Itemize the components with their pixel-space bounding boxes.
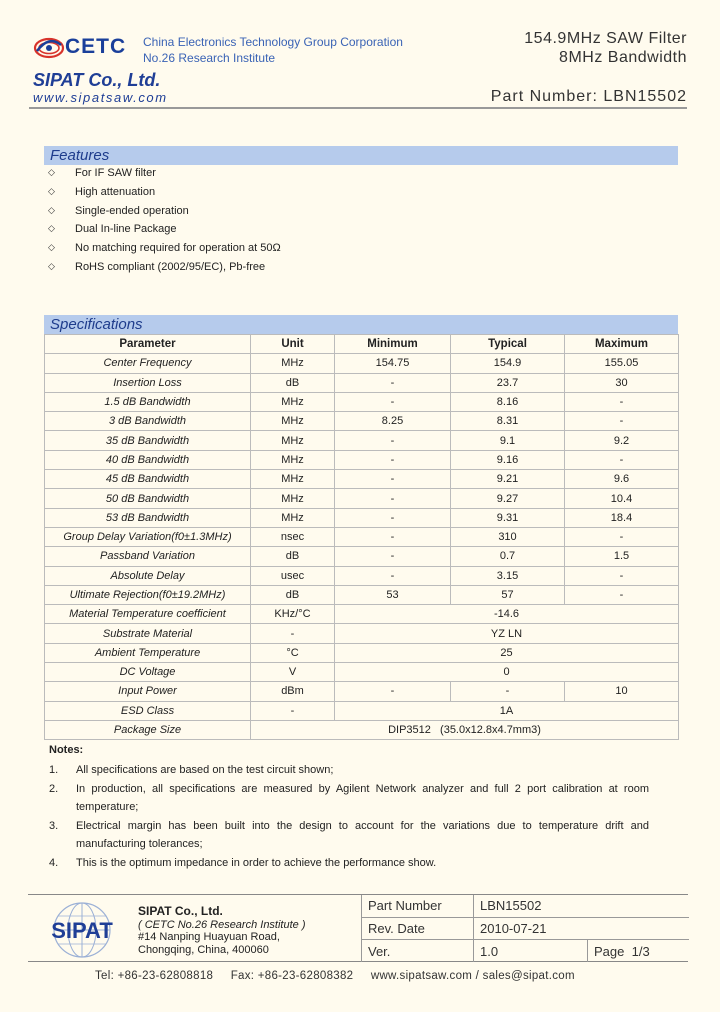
note-item: 1. All specifications are based on the test circuit shown; [49,764,334,776]
page-label: Page [594,943,625,959]
document-info-table [361,895,689,962]
notes-title: Notes: [49,744,84,756]
footer-address-line2: Chongqing, China, 400060 [138,944,269,956]
footer-address-line1: #14 Nanping Huayuan Road, [138,931,280,943]
table-row: 35 dB Bandwidth MHz - 9.1 9.2 [45,431,679,450]
table-header-row [45,335,679,354]
table-row [362,917,689,939]
column-header: Parameter [45,335,251,354]
page-value: 1/3 [631,943,650,959]
footer [28,894,688,962]
table-row: Substrate Material - YZ LN [45,624,679,643]
table-row: Ultimate Rejection(f0±19.2MHz) dB 53 57 - [45,585,679,604]
footer-company: SIPAT Co., Ltd. [138,904,223,918]
diamond-bullet-icon: ◇ [48,242,55,253]
product-title: 154.9MHz SAW Filter [524,30,687,47]
version-label: Ver. [362,940,474,962]
diamond-bullet-icon: ◇ [48,260,55,271]
sipat-logo [34,901,130,959]
page-header [0,0,720,110]
company-name: SIPAT Co., Ltd. [33,70,161,90]
cetc-emblem-icon [33,31,67,65]
part-number-heading: Part Number: LBN15502 [490,88,687,105]
rev-date-label: Rev. Date [362,917,474,939]
table-row [362,940,689,962]
table-row: Material Temperature coefficient KHz/°C -14.6 [45,605,679,624]
part-number-value: LBN15502 [474,895,689,917]
table-row [362,895,689,917]
diamond-bullet-icon: ◇ [48,167,55,177]
cetc-logo [33,31,133,65]
note-item: 2. In production, all specifications are measured by Agilent Network analyzer and full 2 port calibration at room temperature; [49,782,649,814]
table-row: ESD Class - 1A [45,701,679,720]
corp-name: China Electronics Technology Group Corporation [143,35,403,49]
table-row: DC Voltage V 0 [45,663,679,682]
cetc-logo-text: CETC [65,35,127,58]
column-header: Maximum [565,335,679,354]
table-row: Absolute Delay usec - 3.15 - [45,566,679,585]
table-row: 3 dB Bandwidth MHz 8.25 8.31 - [45,412,679,431]
notes-section [49,744,649,873]
header-divider [29,107,687,109]
table-row: Insertion Loss dB - 23.7 30 [45,373,679,392]
features-title: Features [50,147,110,164]
diamond-bullet-icon: ◇ [48,223,55,234]
table-row: Center Frequency MHz 154.75 154.9 155.05 [45,354,679,373]
note-item: 4. This is the optimum impedance in order to achieve the performance show. [49,856,437,869]
column-header: Unit [251,335,335,354]
note-item: 3. Electrical margin has been built into the design to account for the variations due to temperature drift and manufacturing tolerances; [49,819,649,851]
sipat-globe-icon [34,901,130,959]
contact-line: Tel: +86-23-62808818 Fax: +86-23-62808382 www.sipatsaw.com / sales@sipat.com [95,970,575,982]
column-header: Minimum [335,335,451,354]
version-value: 1.0 [474,940,588,962]
diamond-bullet-icon: ◇ [48,204,55,215]
table-row: 40 dB Bandwidth MHz - 9.16 - [45,450,679,469]
page-indicator [588,940,689,962]
product-bandwidth: 8MHz Bandwidth [559,49,687,66]
sipat-logo-text: SIPAT [51,918,113,943]
table-row: Group Delay Variation(f0±1.3MHz) nsec - 310 - [45,527,679,546]
company-website[interactable]: www.sipatsaw.com [33,90,168,105]
footer-institute: ( CETC No.26 Research Institute ) [138,919,306,931]
specifications-title: Specifications [50,316,143,333]
institute-name: No.26 Research Institute [143,51,276,65]
column-header: Typical [451,335,565,354]
table-row: Passband Variation dB - 0.7 1.5 [45,547,679,566]
specifications-section-bar [44,315,678,334]
specifications-table [44,334,679,740]
table-row: 53 dB Bandwidth MHz - 9.31 18.4 [45,508,679,527]
diamond-bullet-icon: ◇ [48,185,55,196]
table-row: Ambient Temperature °C 25 [45,643,679,662]
rev-date-value: 2010-07-21 [474,917,689,939]
part-number-label: Part Number [362,895,474,917]
table-row: 1.5 dB Bandwidth MHz - 8.16 - [45,392,679,411]
table-row: 45 dB Bandwidth MHz - 9.21 9.6 [45,470,679,489]
features-section-bar [44,146,678,165]
table-row: Package Size DIP3512 (35.0x12.8x4.7mm3) [45,720,679,739]
table-row: Input Power dBm - - 10 [45,682,679,701]
table-row: 50 dB Bandwidth MHz - 9.27 10.4 [45,489,679,508]
